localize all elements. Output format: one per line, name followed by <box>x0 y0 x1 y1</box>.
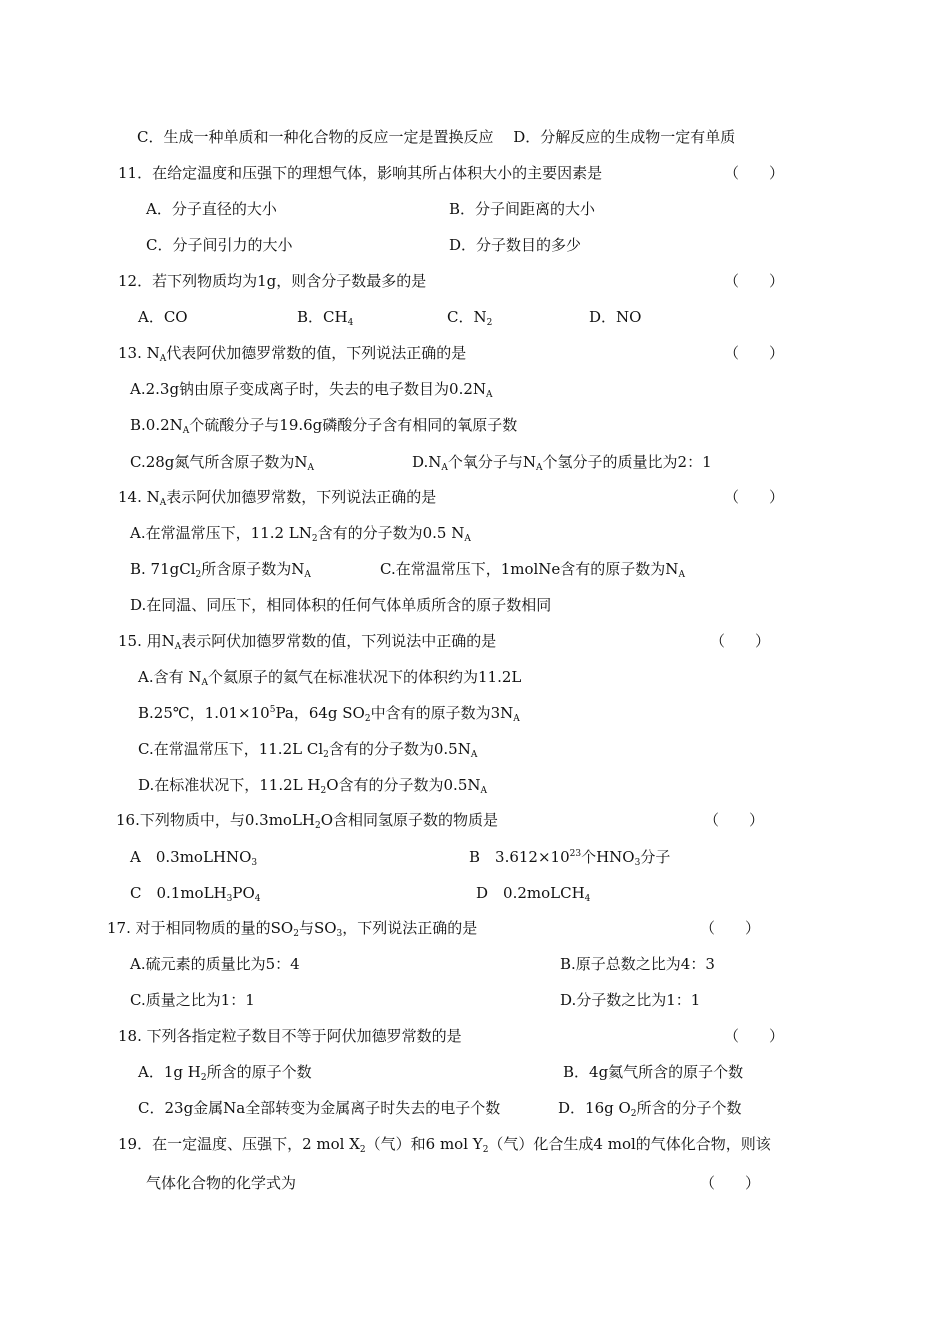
q18-stem: 18. 下列各指定粒子数目不等于阿伏加德罗常数的是 <box>118 1027 462 1045</box>
q18-option-d: D．16g $O_2$所含的分子个数 <box>558 1099 742 1119</box>
q12-option-d: D．NO <box>589 308 642 326</box>
q11-option-c: C．分子间引力的大小 <box>146 236 293 254</box>
q12-answer-paren: （ ） <box>724 272 785 290</box>
q16-answer-paren: （ ） <box>704 811 765 829</box>
q17-option-c: C.质量之比为1：1 <box>130 991 255 1009</box>
q18-answer-paren: （ ） <box>724 1027 785 1045</box>
q19-answer-paren: （ ） <box>700 1174 761 1192</box>
q14-option-c: C.在常温常压下，1molNe含有的原子数为$N_A$ <box>380 560 685 580</box>
q16-option-c: C $0.1moLH_3PO_4$ <box>130 884 261 904</box>
q14-stem: 14. $N_A$表示阿伏加德罗常数，下列说法正确的是 <box>118 488 437 508</box>
q11-option-a: A．分子直径的大小 <box>146 200 277 218</box>
q15-option-c: C.在常温常压下，11.2L $Cl_2$含有的分子数为$0.5N_A$ <box>138 740 478 760</box>
q15-option-d: D.在标准状况下，11.2L $H_2O$含有的分子数为$0.5N_A$ <box>138 776 487 796</box>
q12-stem: 12．若下列物质均为1g，则含分子数最多的是 <box>118 272 427 290</box>
q11-option-b: B．分子间距离的大小 <box>449 200 596 218</box>
q19-stem-line1: 19．在一定温度、压强下，2 mol $X_2$（气）和6 mol $Y_2$（气）化合生成4 mol的气体化合物，则该 <box>118 1135 771 1155</box>
q11-answer-paren: （ ） <box>724 164 785 182</box>
q18-option-b: B．4g氦气所含的原子个数 <box>563 1063 744 1081</box>
q17-stem: 17. 对于相同物质的量的$SO_2$与$SO_3$，下列说法正确的是 <box>107 919 478 939</box>
q10-option-cd: C．生成一种单质和一种化合物的反应一定是置换反应 D．分解反应的生成物一定有单质 <box>137 128 736 146</box>
q15-option-b: B.25℃，$1.01\times 10^5Pa$，64g $SO_2$中含有的原子数为$3N_A$ <box>138 704 520 724</box>
q17-option-d: D.分子数之比为1：1 <box>560 991 701 1009</box>
q17-option-a: A.硫元素的质量比为5：4 <box>130 955 300 973</box>
q14-answer-paren: （ ） <box>724 488 785 506</box>
q13-option-a: A.2.3g钠由原子变成离子时，失去的电子数目为$0.2N_A$ <box>130 380 493 400</box>
q14-option-b: B. 71gCl$_2$所含原子数为$N_A$ <box>130 560 311 580</box>
q14-option-d: D.在同温、同压下，相同体积的任何气体单质所含的原子数相同 <box>130 596 552 614</box>
q17-option-b: B.原子总数之比为4：3 <box>560 955 715 973</box>
q19-stem-line2: 气体化合物的化学式为 <box>146 1174 297 1192</box>
q17-answer-paren: （ ） <box>700 919 761 937</box>
q11-stem: 11．在给定温度和压强下的理想气体，影响其所占体积大小的主要因素是 <box>118 164 603 182</box>
q16-option-d: D 0.2moLCH$_4$ <box>476 884 591 904</box>
q11-option-d: D．分子数目的多少 <box>449 236 582 254</box>
q13-option-d: $D.N_A$个氧分子与$N_A$个氢分子的质量比为2：1 <box>412 453 712 473</box>
q18-option-a: A．1g $H_2$所含的原子个数 <box>138 1063 312 1083</box>
q12-option-c: C．$N_2$ <box>447 308 493 328</box>
q13-option-c: C.28g氮气所含原子数为$N_A$ <box>130 453 315 473</box>
q13-answer-paren: （ ） <box>724 344 785 362</box>
q16-option-a: A 0.3moLHNO$_3$ <box>130 848 258 868</box>
q13-stem: 13. $N_A$代表阿伏加德罗常数的值，下列说法正确的是 <box>118 344 467 364</box>
q13-option-b: $B.0.2N_A$个硫酸分子与19.6g磷酸分子含有相同的氧原子数 <box>130 416 518 436</box>
q12-option-b: B．$CH_4$ <box>297 308 354 328</box>
q14-option-a: A.在常温常压下，11.2 $LN_2$含有的分子数为0.5 $N_A$ <box>130 524 471 544</box>
q15-stem: 15. 用$N_A$表示阿伏加德罗常数的值，下列说法中正确的是 <box>118 632 497 652</box>
q12-option-a: A．CO <box>138 308 188 326</box>
q15-answer-paren: （ ） <box>710 632 771 650</box>
q16-stem: 16.下列物质中，与0.3moLH$_2$O含相同氢原子数的物质是 <box>116 811 499 831</box>
q16-option-b: B $3.612\times 10^{23}$个$HNO_3$分子 <box>469 848 671 868</box>
q18-option-c: C．23g金属Na全部转变为金属离子时失去的电子个数 <box>138 1099 501 1117</box>
q15-option-a: A.含有 $N_A$个氦原子的氦气在标准状况下的体积约为11.2L <box>138 668 522 688</box>
